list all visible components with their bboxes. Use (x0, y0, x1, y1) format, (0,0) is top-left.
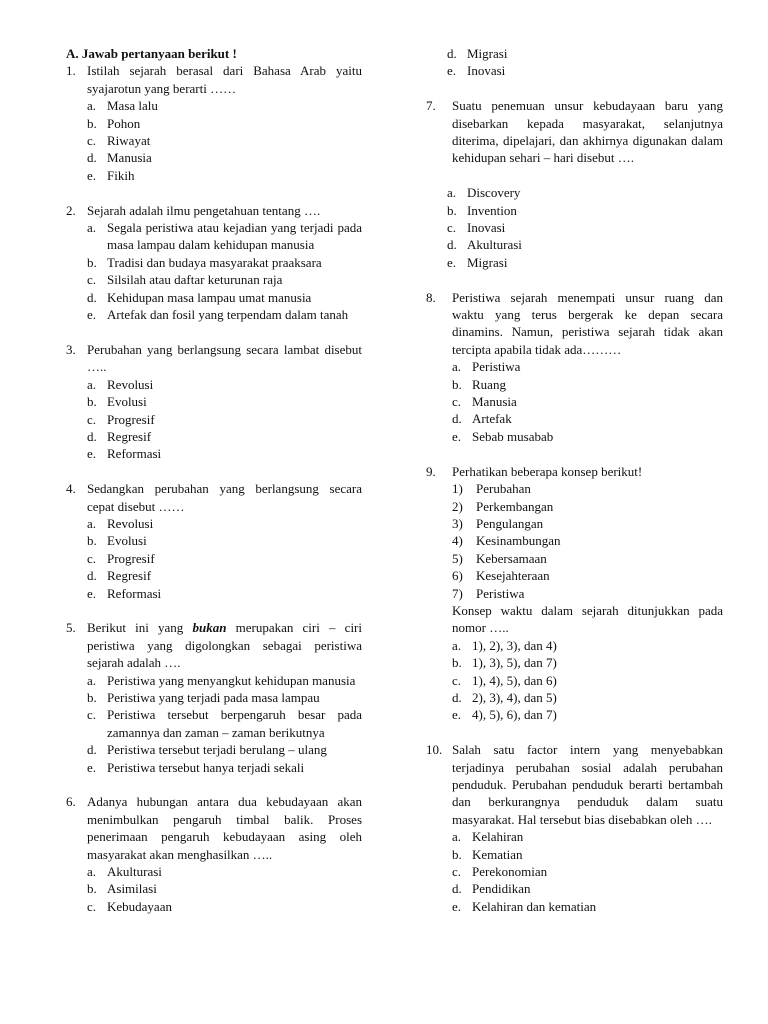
question-number: 4. (66, 481, 76, 497)
option-a: a. Akulturasi (87, 864, 162, 880)
option-c: c. Manusia (452, 394, 517, 410)
question-text: Perhatikan beberapa konsep berikut! (452, 463, 643, 479)
section-title: A. Jawab pertanyaan berikut ! (66, 46, 237, 61)
question-number: 6. (66, 794, 76, 810)
concept-item: 2) Perkembangan (452, 498, 554, 514)
concept-item: 3) Pengulangan (452, 515, 544, 531)
question-number: 3. (66, 341, 76, 357)
question-text: Sedangkan perubahan yang berlangsung secara cepat disebut …… (87, 481, 362, 514)
option-d: d. Peristiwa tersebut terjadi berulang – ulang (87, 742, 327, 758)
option-e: e. Sebab musabab (452, 428, 554, 444)
option-e: e. Migrasi (447, 254, 508, 270)
option-a: a. Peristiwa (452, 359, 521, 375)
option-c: c. Peristiwa tersebut berpengaruh besar pada zamannya dan zaman – zaman berikutnya (87, 707, 362, 740)
option-d: d. Manusia (87, 150, 152, 166)
question-6 (66, 793, 362, 915)
question-text: Peristiwa sejarah menempati unsur ruang dan waktu yang terus bergerak ke depan secara dinamins. Namun, peristiwa sejarah tidak akan tercipta apabila tidak ada……… (452, 289, 723, 357)
question-number: 8. (426, 289, 436, 305)
question-text: Berikut ini yang bukan merupakan ciri – ciri peristiwa yang digolongkan sebagai peristiwa sejarah adalah …. (87, 620, 362, 671)
option-a: a. Discovery (447, 185, 521, 201)
concept-item: 5) Kebersamaan (452, 550, 547, 566)
option-b: b. Kematian (452, 846, 523, 862)
question-text: Adanya hubungan antara dua kebudayaan akan menimbulkan pengaruh timbal balik. Proses penerimaan pengaruh kebudayaan asing oleh masyarakat akan menghasilkan ….. (87, 794, 362, 862)
option-e: e. Fikih (87, 167, 135, 183)
option-list-continued (447, 45, 723, 80)
question-number: 9. (426, 463, 436, 479)
option-list (87, 97, 362, 184)
option-e: e. Reformasi (87, 585, 162, 601)
option-d: d. Kehidupan masa lampau umat manusia (87, 289, 312, 305)
option-list (452, 637, 723, 724)
option-e: e. Artefak dan fosil yang terpendam dalam tanah (87, 307, 349, 323)
option-b: b. Asimilasi (87, 881, 157, 897)
concept-item: 7) Peristiwa (452, 585, 525, 601)
option-e: e. Peristiwa tersebut hanya terjadi sekali (87, 759, 305, 775)
option-b: b. Pohon (87, 115, 141, 131)
option-e: e. Inovasi (447, 63, 506, 79)
option-a: a. Masa lalu (87, 98, 158, 114)
question-number: 7. (426, 98, 436, 114)
option-e: e. 4), 5), 6), dan 7) (452, 707, 557, 723)
question-1 (66, 62, 362, 184)
option-d: d. Pendidikan (452, 881, 531, 897)
option-list (87, 515, 362, 602)
option-a: a. Revolusi (87, 515, 154, 531)
option-b: b. Invention (447, 202, 517, 218)
left-column (66, 45, 362, 915)
option-list (87, 863, 362, 915)
option-list (87, 672, 362, 776)
question-text: Istilah sejarah berasal dari Bahasa Arab yaitu syajarotun yang berarti …… (87, 63, 362, 96)
question-text: Salah satu factor intern yang menyebabkan terjadinya perubahan sosial adalah perubahan penduduk. Perubahan penduduk berarti bertambah dan berkurangnya penduduk dalam suatu masyarakat. Hal tersebut bias disebabkan oleh …. (452, 742, 723, 827)
concept-item: 6) Kesejahteraan (452, 568, 550, 584)
option-b: b. Evolusi (87, 394, 147, 410)
option-c: c. Perekonomian (452, 864, 548, 880)
option-e: e. Kelahiran dan kematian (452, 898, 597, 914)
option-list (447, 184, 723, 271)
option-d: d. Regresif (87, 568, 152, 584)
option-d: d. Akulturasi (447, 237, 522, 253)
option-e: e. Reformasi (87, 446, 162, 462)
option-list (452, 358, 723, 445)
option-d: d. Migrasi (447, 46, 508, 61)
concept-item: 4) Kesinambungan (452, 533, 561, 549)
option-b: b. Evolusi (87, 533, 147, 549)
question-7 (426, 97, 723, 271)
concept-list (452, 480, 723, 602)
question-10 (426, 741, 723, 915)
option-a: a. Kelahiran (452, 829, 524, 845)
option-a: a. Peristiwa yang menyangkut kehidupan manusia (87, 672, 356, 688)
question-follow-text: Konsep waktu dalam sejarah ditunjukkan pada nomor ….. (452, 602, 723, 636)
option-b: b. Tradisi dan budaya masyarakat praaksara (87, 254, 322, 270)
question-8 (426, 289, 723, 446)
option-c: c. Progresif (87, 411, 155, 427)
option-c: c. Riwayat (87, 133, 151, 149)
option-c: c. Progresif (87, 550, 155, 566)
question-number: 10. (426, 742, 443, 758)
emphasis-word: bukan (192, 620, 227, 636)
option-c: c. Inovasi (447, 220, 506, 236)
question-4 (66, 480, 362, 602)
question-5 (66, 619, 362, 776)
question-number: 2. (66, 202, 76, 218)
option-d: d. Regresif (87, 428, 152, 444)
option-list (87, 219, 362, 323)
question-2 (66, 202, 362, 324)
option-list (452, 828, 723, 915)
option-b: b. Ruang (452, 376, 506, 392)
option-a: a. Revolusi (87, 376, 154, 392)
option-d: d. 2), 3), 4), dan 5) (452, 689, 557, 705)
option-c: c. Kebudayaan (87, 898, 172, 914)
question-3 (66, 341, 362, 463)
option-b: b. 1), 3), 5), dan 7) (452, 655, 557, 671)
option-d: d. Artefak (452, 411, 512, 427)
concept-item: 1) Perubahan (452, 481, 531, 497)
option-list (87, 376, 362, 463)
option-c: c. Silsilah atau daftar keturunan raja (87, 272, 283, 288)
option-b: b. Peristiwa yang terjadi pada masa lampau (87, 689, 320, 705)
option-a: a. 1), 2), 3), dan 4) (452, 637, 557, 653)
question-number: 1. (66, 63, 76, 79)
question-text: Sejarah adalah ilmu pengetahuan tentang …. (87, 202, 321, 218)
question-text: Suatu penemuan unsur kebudayaan baru yang disebarkan kepada masyarakat, selanjutnya diterima, dipelajari, dan akhirnya digunakan dalam kehidupan sehari – hari disebut …. (452, 98, 723, 166)
option-a: a. Segala peristiwa atau kejadian yang terjadi pada masa lampau dalam kehidupan manusia (87, 220, 362, 253)
right-column (426, 45, 723, 915)
option-c: c. 1), 4), 5), dan 6) (452, 672, 557, 688)
question-number: 5. (66, 620, 76, 636)
question-9 (426, 463, 723, 724)
question-text: Perubahan yang berlangsung secara lambat disebut ….. (87, 341, 362, 375)
